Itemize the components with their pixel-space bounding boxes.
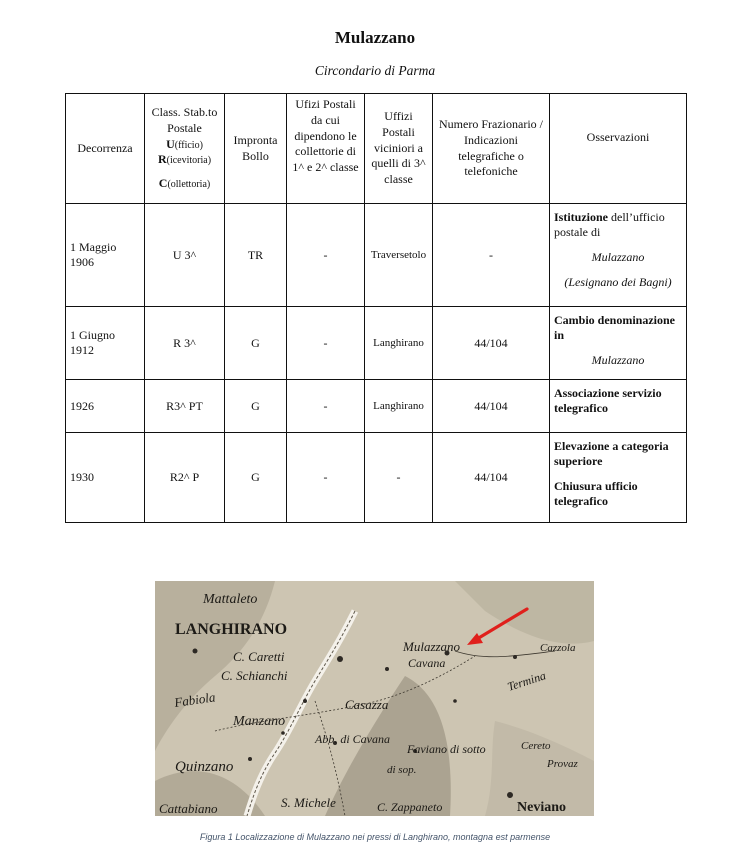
cell-ufizi: - bbox=[287, 307, 365, 380]
header-class-line2: Postale bbox=[167, 120, 202, 135]
header-osservazioni: Osservazioni bbox=[550, 94, 687, 204]
header-impronta: Impronta Bollo bbox=[225, 94, 287, 204]
label-fabiola: Fabiola bbox=[173, 689, 217, 710]
cell-osservazioni bbox=[550, 204, 687, 307]
table-row bbox=[66, 380, 687, 433]
label-c-schianchi: C. Schianchi bbox=[221, 668, 288, 683]
obs-text: dell’ufficio postale di bbox=[554, 210, 665, 239]
cell-numero: 44/104 bbox=[433, 307, 550, 380]
page-subtitle: Circondario di Parma bbox=[314, 63, 436, 78]
figure-caption: Figura 1 Localizzazione di Mulazzano nei pressi di Langhirano, montagna est parmense bbox=[199, 832, 551, 842]
cell-numero: - bbox=[433, 204, 550, 307]
cell-classe: R3^ PT bbox=[145, 380, 225, 433]
cell-uffizi: - bbox=[365, 433, 433, 523]
table-row bbox=[66, 433, 687, 523]
obs-place-note: (Lesignano dei Bagni) bbox=[564, 275, 672, 289]
cell-osservazioni bbox=[550, 380, 687, 433]
label-c-caretti: C. Caretti bbox=[233, 649, 285, 664]
label-cavana: Cavana bbox=[408, 656, 446, 670]
header-class-u: U(fficio) bbox=[166, 136, 203, 151]
cell-uffizi: Traversetolo bbox=[365, 204, 433, 307]
cell-decorrenza: 1 Maggio 1906 bbox=[66, 204, 145, 307]
header-class-line1: Class. Stab.to bbox=[151, 104, 218, 119]
header-uffizi: Uffizi Postali viciniori a quelli di 3^ classe bbox=[365, 94, 433, 204]
cell-numero: 44/104 bbox=[433, 380, 550, 433]
label-s-michele: S. Michele bbox=[281, 795, 336, 810]
cell-osservazioni bbox=[550, 307, 687, 380]
label-langhirano: LANGHIRANO bbox=[175, 621, 288, 638]
obs-bold: Cambio denominazione in bbox=[554, 313, 676, 342]
cell-numero: 44/104 bbox=[433, 433, 550, 523]
cell-decorrenza: 1926 bbox=[66, 380, 145, 433]
label-mattaleto: Mattaleto bbox=[203, 592, 258, 607]
label-faviano: Faviano di sotto bbox=[407, 742, 486, 756]
obs-bold: Istituzione bbox=[554, 210, 608, 224]
obs-place: Mulazzano bbox=[591, 353, 645, 367]
table-header-row bbox=[66, 94, 687, 204]
map-svg bbox=[155, 581, 594, 816]
table-row bbox=[66, 307, 687, 380]
cell-impronta: G bbox=[225, 307, 287, 380]
header-ufizi: Ufizi Postali da cui dipendono le collettorie di 1^ e 2^ classe bbox=[287, 94, 365, 204]
cell-classe: R 3^ bbox=[145, 307, 225, 380]
cell-classe: R2^ P bbox=[145, 433, 225, 523]
obs-place: Mulazzano bbox=[591, 250, 645, 264]
obs-bold: Associazione servizio telegrafico bbox=[554, 386, 662, 415]
cell-impronta: G bbox=[225, 433, 287, 523]
cell-ufizi: - bbox=[287, 204, 365, 307]
label-cazzola: Cazzola bbox=[540, 642, 576, 654]
cell-classe: U 3^ bbox=[145, 204, 225, 307]
label-casazza: Casazza bbox=[345, 697, 389, 712]
cell-ufizi: - bbox=[287, 380, 365, 433]
label-mulazzano: Mulazzano bbox=[403, 639, 461, 654]
label-neviano: Neviano bbox=[517, 800, 566, 815]
header-class-r: R(icevitoria) bbox=[157, 152, 212, 167]
cell-impronta: TR bbox=[225, 204, 287, 307]
cell-uffizi: Langhirano bbox=[365, 307, 433, 380]
header-class-c: C(ollettoria) bbox=[158, 176, 211, 191]
label-cereto: Cereto bbox=[521, 740, 551, 752]
cell-osservazioni bbox=[550, 433, 687, 523]
postal-history-table bbox=[65, 93, 687, 523]
header-classificazione bbox=[145, 94, 225, 204]
label-manzano: Manzano bbox=[233, 714, 286, 729]
label-di-sop: di sop. bbox=[387, 764, 417, 776]
obs-bold-2: Chiusura ufficio telegrafico bbox=[554, 479, 638, 508]
label-quinzano: Quinzano bbox=[175, 759, 234, 775]
cell-uffizi: Langhirano bbox=[365, 380, 433, 433]
label-cattabiano: Cattabiano bbox=[159, 801, 218, 816]
cell-impronta: G bbox=[225, 380, 287, 433]
cell-decorrenza: 1 Giugno 1912 bbox=[66, 307, 145, 380]
cell-decorrenza: 1930 bbox=[66, 433, 145, 523]
header-decorrenza: Decorrenza bbox=[66, 94, 145, 204]
obs-bold: Elevazione a categoria superiore bbox=[554, 439, 669, 468]
label-abb-di-cavana: Abb. di Cavana bbox=[315, 732, 390, 746]
page-title: Mulazzano bbox=[334, 28, 416, 47]
label-termina: Termina bbox=[505, 668, 548, 694]
table-row bbox=[66, 204, 687, 307]
historic-map-image bbox=[155, 581, 594, 816]
label-c-zappaneto: C. Zappaneto bbox=[377, 800, 443, 814]
label-provaz: Provaz bbox=[547, 758, 578, 770]
header-numero: Numero Frazionario / Indicazioni telegrafiche o telefoniche bbox=[433, 94, 550, 204]
cell-ufizi: - bbox=[287, 433, 365, 523]
